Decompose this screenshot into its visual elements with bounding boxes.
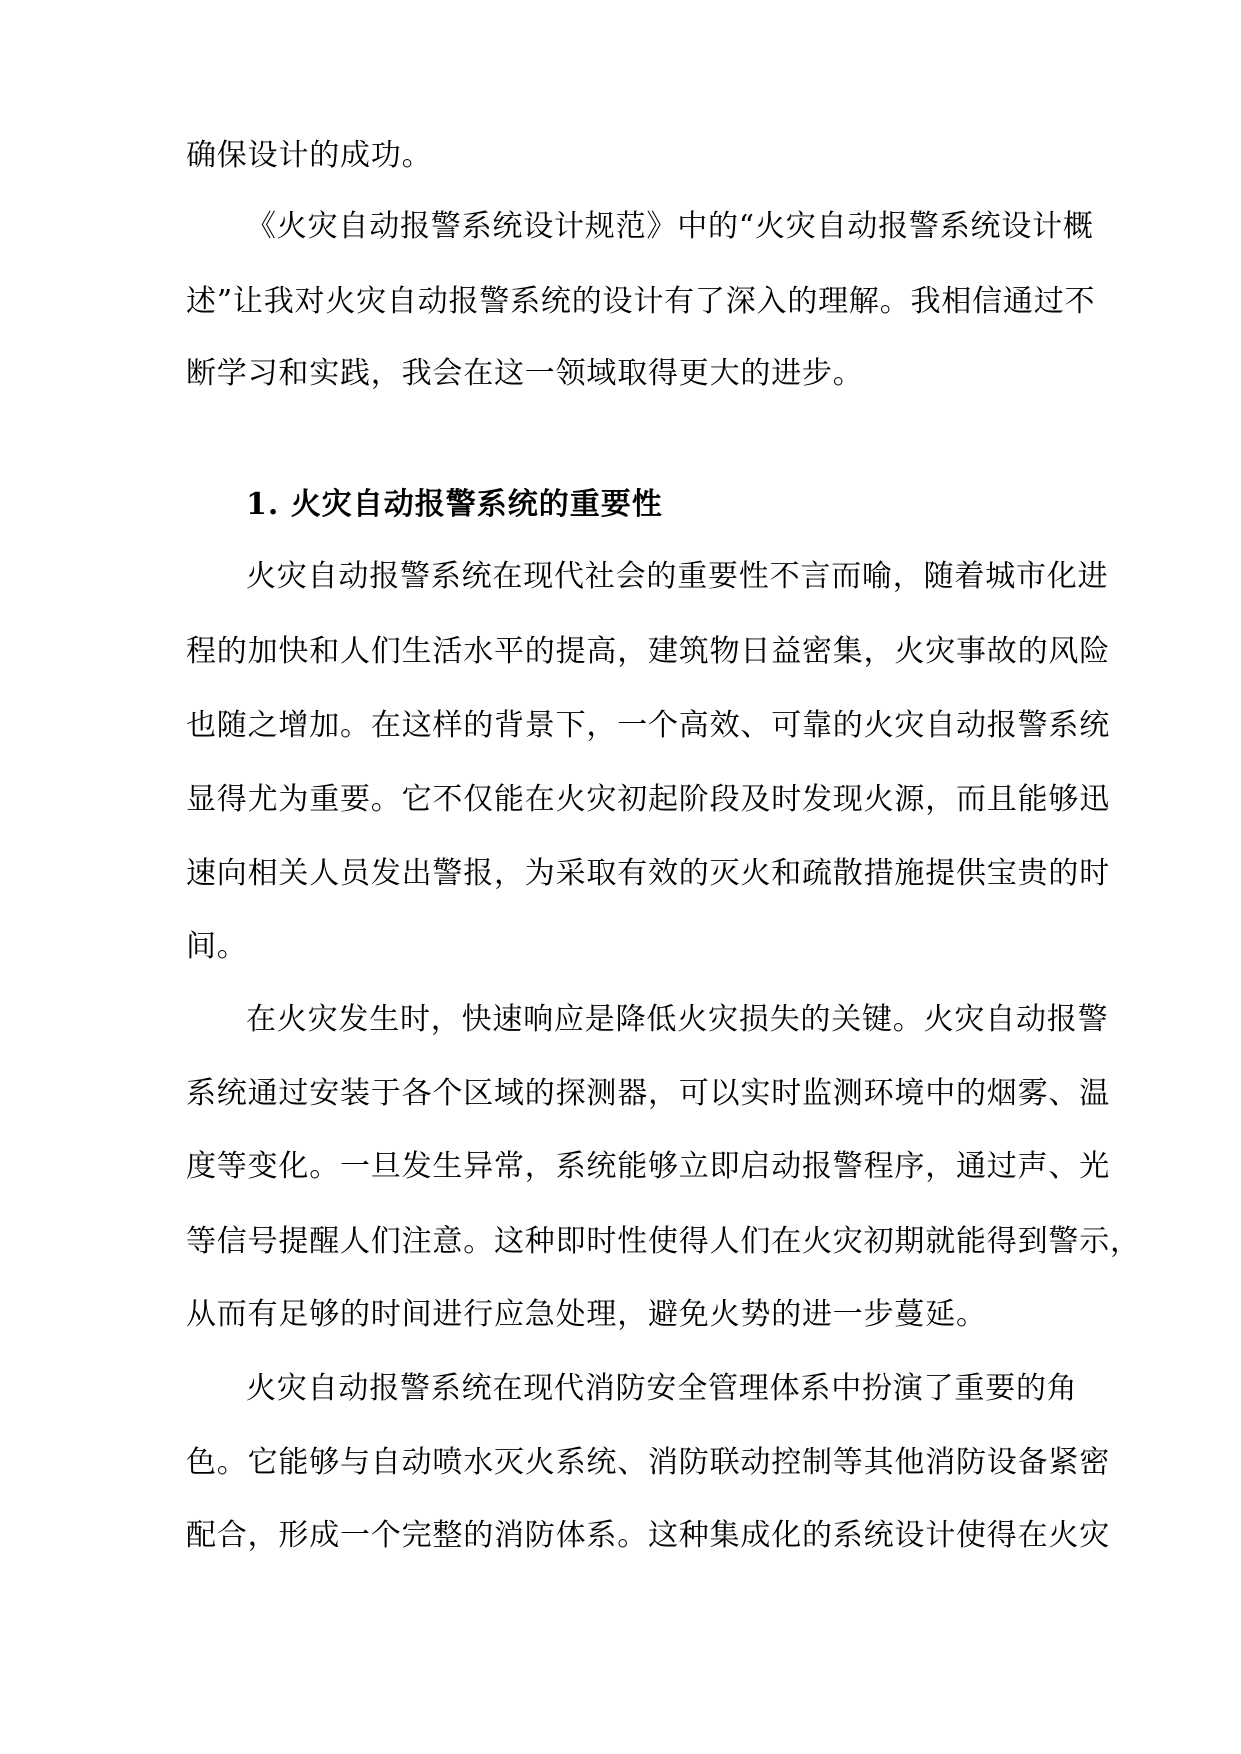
paragraph-line: 也随之增加。在这样的背景下，一个高效、可靠的火灾自动报警系统 [186,708,1110,743]
paragraph-line: 系统通过安装于各个区域的探测器，可以实时监测环境中的烟雾、温 [186,1076,1110,1111]
paragraph-line: 从而有足够的时间进行应急处理，避免火势的进一步蔓延。 [186,1297,987,1332]
paragraph-line: 速向相关人员发出警报，为采取有效的灭火和疏散措施提供宝贵的时 [186,856,1110,891]
paragraph-line: 显得尤为重要。它不仅能在火灾初起阶段及时发现火源，而且能够迅 [186,782,1110,817]
paragraph-line: 火灾自动报警系统在现代消防安全管理体系中扮演了重要的角 [246,1371,1078,1406]
paragraph-line: 《火灾自动报警系统设计规范》中的“火灾自动报警系统设计概 [246,209,1094,244]
paragraph-line: 等信号提醒人们注意。这种即时性使得人们在火灾初期就能得到警示， [186,1224,1141,1259]
paragraph-line: 火灾自动报警系统在现代社会的重要性不言而喻，随着城市化进 [246,559,1109,594]
paragraph-line: 述”让我对火灾自动报警系统的设计有了深入的理解。我相信通过不 [186,284,1096,319]
section-heading: 1. 火灾自动报警系统的重要性 [246,487,663,522]
paragraph-line: 度等变化。一旦发生异常，系统能够立即启动报警程序，通过声、光 [186,1149,1110,1184]
paragraph-line: 断学习和实践，我会在这一领域取得更大的进步。 [186,356,864,391]
paragraph-line: 间。 [186,929,248,964]
paragraph-line: 配合，形成一个完整的消防体系。这种集成化的系统设计使得在火灾 [186,1518,1110,1553]
paragraph-line: 在火灾发生时，快速响应是降低火灾损失的关键。火灾自动报警 [246,1002,1109,1037]
paragraph-line: 色。它能够与自动喷水灭火系统、消防联动控制等其他消防设备紧密 [186,1445,1110,1480]
paragraph-line: 确保设计的成功。 [186,138,433,173]
paragraph-line: 程的加快和人们生活水平的提高，建筑物日益密集，火灾事故的风险 [186,634,1110,669]
